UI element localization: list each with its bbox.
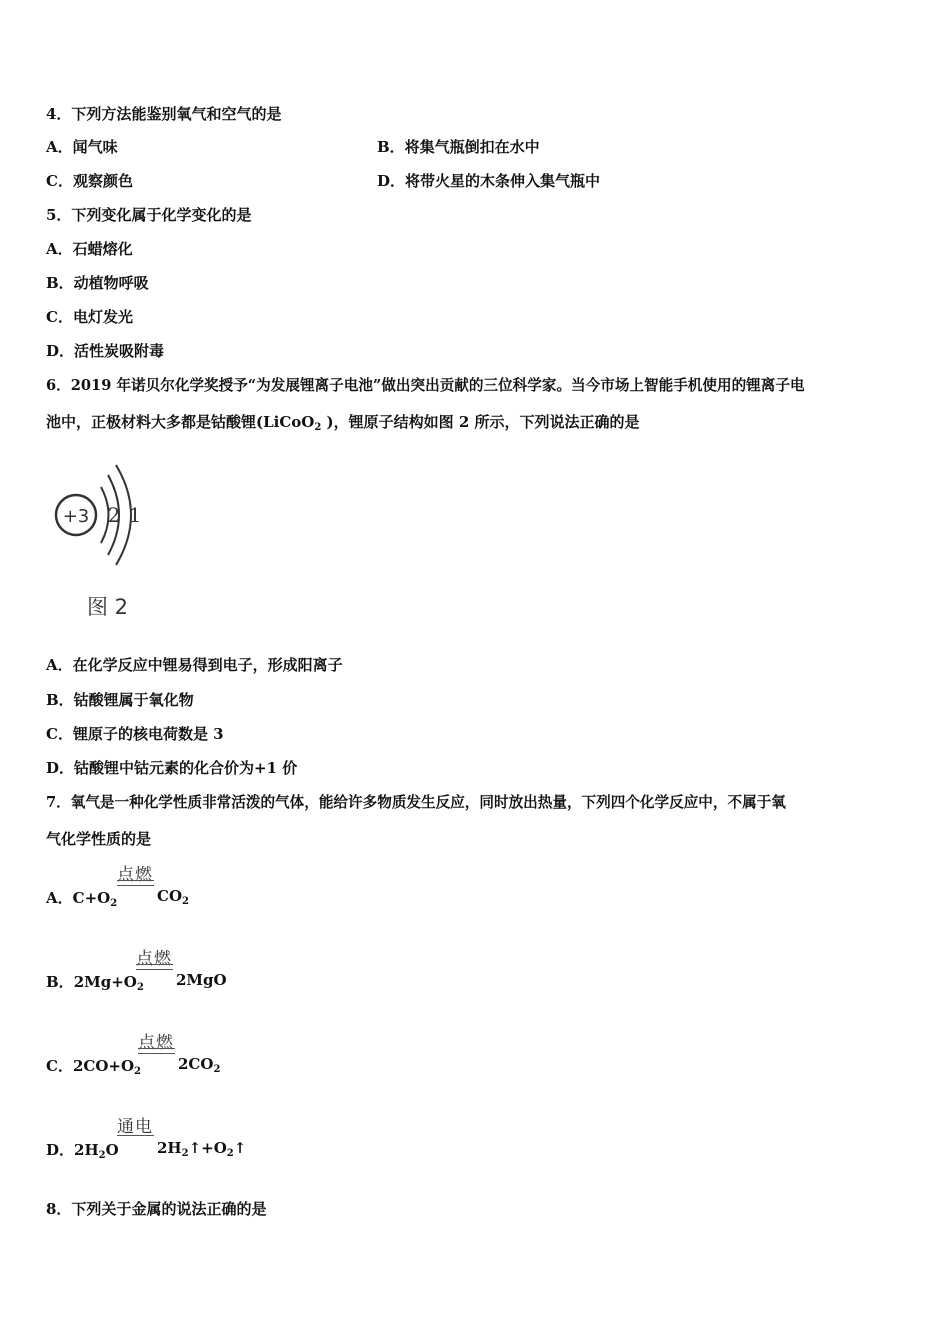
q4-option-d[interactable]: D．将带火星的木条伸入集气瓶中 (377, 172, 601, 190)
q5-option-c[interactable]: C．电灯发光 (46, 308, 133, 326)
q7-d-product: $2H_2↑+O_2↑$ (157, 1139, 247, 1159)
q7-b-product: 2MgO (176, 971, 227, 989)
q7-stem-line1: 7．氧气是一种化学性质非常活泼的气体，能给许多物质发生反应，同时放出热量，下列四个化学反应中，不属于氧 (46, 794, 786, 811)
ignite-condition: 点燃 (138, 1033, 174, 1053)
q4-option-b[interactable]: B．将集气瓶倒扣在水中 (377, 138, 540, 156)
reaction-line (117, 1135, 154, 1136)
q7-a-product: $CO_2$ (157, 887, 189, 907)
q7-option-c[interactable]: C．$2CO+O_2$ (46, 1057, 141, 1077)
shell1-electrons: 2 (107, 503, 121, 527)
q6-option-b[interactable]: B．钴酸锂属于氧化物 (46, 691, 194, 709)
q4-option-a[interactable]: A．闻气味 (46, 138, 118, 156)
q6-stem-line2: 池中，正极材料大多都是钴酸锂(LiCoO$_2$ )，锂原子结构如图 2 所示，下列说法正确的是 (46, 413, 640, 433)
q7-stem-line2: 气化学性质的是 (46, 830, 152, 848)
q5-option-d[interactable]: D．活性炭吸附毒 (46, 342, 165, 360)
equals-sign (138, 1048, 175, 1054)
q5-option-b[interactable]: B．动植物呼吸 (46, 274, 149, 292)
q7-option-a[interactable]: A．$C+O_2$ (46, 889, 118, 909)
electrolysis-condition: 通电 (117, 1117, 153, 1137)
q6-option-c[interactable]: C．锂原子的核电荷数是 3 (46, 725, 224, 743)
equals-sign (136, 964, 173, 970)
q4-stem: 4．下列方法能鉴别氧气和空气的是 (46, 105, 282, 123)
nucleus-charge: +3 (62, 506, 90, 527)
shell2-electrons: 1 (128, 503, 142, 527)
ignite-condition: 点燃 (136, 949, 172, 969)
q5-stem: 5．下列变化属于化学变化的是 (46, 206, 252, 224)
q6-stem-line1: 6．2019 年诺贝尔化学奖授予“为发展锂离子电池”做出突出贡献的三位科学家。当今市场上智能手机使用的锂离子电 (46, 377, 805, 394)
q7-option-d[interactable]: D．$2H_2O$ (46, 1141, 119, 1161)
ignite-condition: 点燃 (117, 865, 153, 885)
q7-option-b[interactable]: B．$2Mg+O_2$ (46, 973, 144, 993)
q6-option-d[interactable]: D．钴酸锂中钴元素的化合价为+1 价 (46, 759, 298, 777)
q6-option-a[interactable]: A．在化学反应中锂易得到电子，形成阳离子 (46, 656, 343, 674)
lithium-atom-structure-diagram (46, 455, 156, 579)
q7-c-product: $2CO_2$ (178, 1055, 221, 1075)
figure-caption: 图 2 (87, 595, 129, 619)
q5-option-a[interactable]: A．石蜡熔化 (46, 240, 133, 258)
q8-stem: 8．下列关于金属的说法正确的是 (46, 1200, 267, 1218)
equals-sign (117, 880, 154, 886)
q4-option-c[interactable]: C．观察颜色 (46, 172, 133, 190)
